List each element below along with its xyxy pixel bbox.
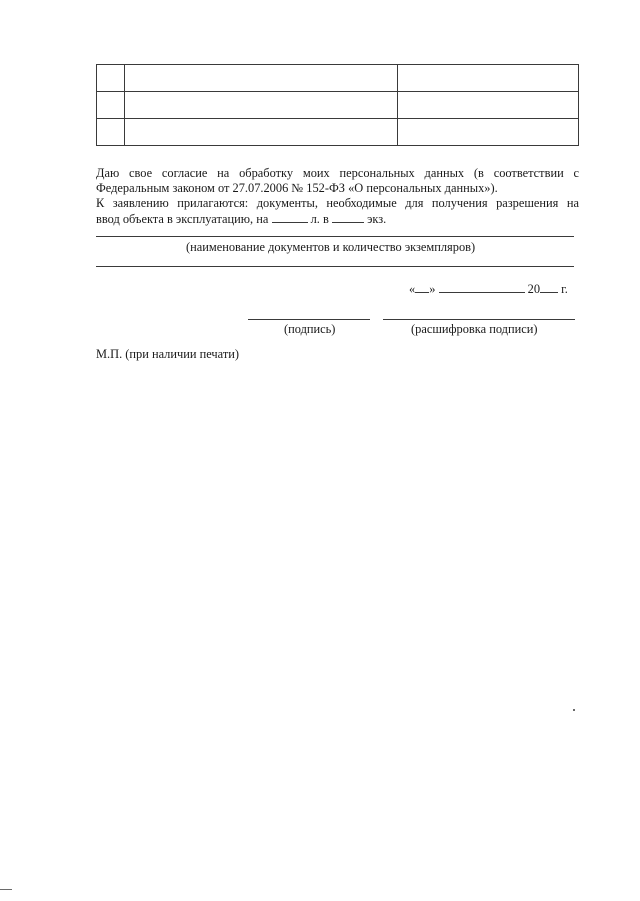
consent-line-2: Федеральным законом от 27.07.2006 № 152-ФЗ «О персональных данных»).: [96, 181, 498, 195]
table-cell-extra: [398, 65, 579, 92]
table-cell-number: [97, 92, 125, 119]
date-day-field[interactable]: [415, 281, 429, 293]
attachments-mid: л. в: [310, 212, 329, 226]
signature-decode-caption: (расшифровка подписи): [411, 322, 538, 336]
date-year-prefix: 20: [527, 282, 541, 296]
table-cell-extra: [398, 119, 579, 146]
signature-line[interactable]: [248, 319, 370, 320]
table-cell-name: [125, 92, 398, 119]
table-cell-name: [125, 119, 398, 146]
signature-caption: (подпись): [284, 322, 336, 336]
consent-paragraph: [96, 166, 579, 196]
table-cell-name: [125, 65, 398, 92]
table-row: [97, 65, 579, 92]
date-month-field[interactable]: [439, 281, 525, 293]
documents-fill-line[interactable]: [96, 236, 574, 237]
documents-table: [96, 64, 579, 146]
documents-fill-line-2[interactable]: [96, 266, 574, 267]
attachments-line-2: [96, 211, 579, 227]
documents-caption: (наименование документов и количество экземпляров): [186, 240, 476, 254]
scan-speck: [573, 709, 575, 711]
attachments-prefix: ввод объекта в эксплуатацию, на: [96, 212, 269, 226]
table-cell-number: [97, 119, 125, 146]
table-row: [97, 119, 579, 146]
sheets-count-field[interactable]: [272, 211, 308, 223]
scan-edge-mark: [0, 889, 12, 890]
table-cell-number: [97, 65, 125, 92]
date-year-suffix: г.: [561, 282, 568, 296]
attachments-line-1: К заявлению прилагаются: документы, необходимые для получения разрешения на: [96, 196, 579, 210]
attachments-paragraph: [96, 196, 579, 227]
date-year-field[interactable]: [540, 281, 558, 293]
attachments-suffix: экз.: [367, 212, 387, 226]
table-row: [97, 92, 579, 119]
date-line: [409, 281, 568, 297]
table-cell-extra: [398, 92, 579, 119]
signature-decode-line[interactable]: [383, 319, 575, 320]
copies-count-field[interactable]: [332, 211, 364, 223]
stamp-note: М.П. (при наличии печати): [96, 347, 239, 361]
date-close-quote: »: [429, 282, 436, 296]
date-open-quote: «: [409, 282, 416, 296]
consent-line-1: Даю свое согласие на обработку моих персональных данных (в соответствии с: [96, 166, 579, 180]
